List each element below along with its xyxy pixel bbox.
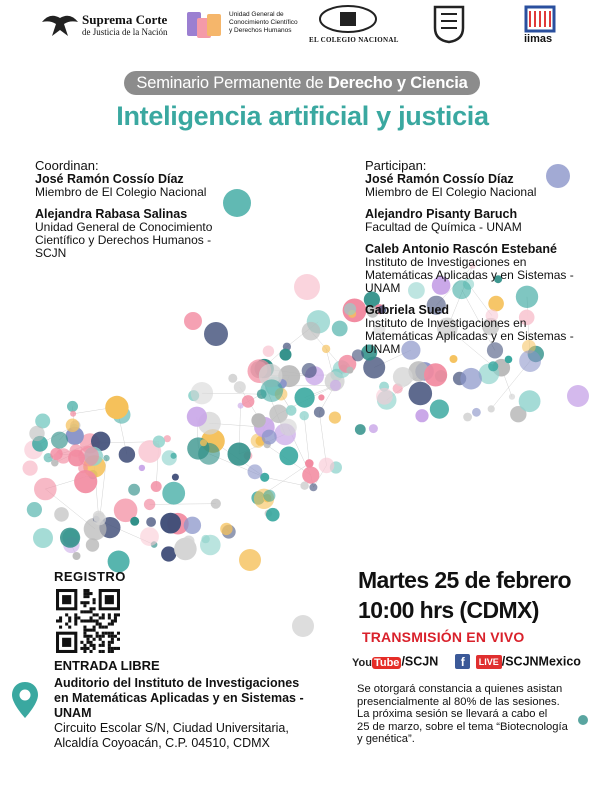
network-dot <box>200 535 221 556</box>
network-dot <box>119 446 135 462</box>
coordinan-section <box>35 159 212 260</box>
network-dot <box>488 405 495 412</box>
network-dot <box>144 499 155 510</box>
network-dot <box>305 459 314 468</box>
coordinator-affiliation: SCJN <box>35 246 67 260</box>
coordinator-affiliation: Unidad General de Conocimiento <box>35 220 213 234</box>
event-date-block <box>358 565 571 625</box>
participan-section <box>365 159 574 356</box>
network-dot <box>33 528 53 548</box>
network-dot <box>330 380 341 391</box>
network-dot <box>463 413 472 422</box>
network-dot <box>103 455 109 461</box>
live-badge: LIVE <box>476 655 502 669</box>
network-dot <box>460 368 482 390</box>
network-dot <box>319 458 335 474</box>
network-dot <box>509 394 515 400</box>
network-dot <box>128 484 140 496</box>
network-dot <box>567 385 589 407</box>
participant-name: José Ramón Cossío Díaz <box>365 172 514 186</box>
network-dot <box>23 461 38 476</box>
venue-block <box>54 676 314 751</box>
network-dot <box>280 349 292 361</box>
venue-address: Circuito Escolar S/N, Ciudad Universitaria, <box>54 721 289 735</box>
network-dot <box>260 379 283 402</box>
participant-affiliation: Instituto de Investigaciones en <box>365 316 527 330</box>
network-dot <box>578 715 588 725</box>
network-dot <box>263 490 275 502</box>
network-dot <box>187 407 207 427</box>
network-dot <box>228 443 251 466</box>
network-dot <box>352 349 364 361</box>
network-dot <box>171 453 177 459</box>
facebook-handle[interactable]: /SCJNMexico <box>501 654 581 669</box>
network-dot <box>200 439 207 446</box>
live-stream-label: TRANSMISIÓN EN VIVO <box>362 629 525 645</box>
participan-label: Participan: <box>365 158 427 173</box>
network-dot <box>488 361 498 371</box>
network-dot <box>393 367 413 387</box>
network-dot <box>50 448 62 460</box>
network-dot <box>161 546 176 561</box>
network-dot <box>430 400 449 419</box>
network-dot <box>223 189 251 217</box>
network-dot <box>242 395 255 408</box>
network-dot <box>73 552 81 560</box>
network-dot <box>302 467 319 484</box>
network-dot <box>318 394 324 400</box>
network-dot <box>450 355 458 363</box>
network-dot <box>292 615 314 637</box>
network-dot <box>424 363 447 386</box>
participant-name: Alejandro Pisanty Baruch <box>365 207 518 221</box>
network-dot <box>234 381 246 393</box>
network-dot <box>191 382 213 404</box>
network-dot <box>263 346 274 357</box>
event-date: Martes 25 de febrero <box>358 567 571 593</box>
network-dot <box>198 443 220 465</box>
network-dot <box>409 382 433 406</box>
network-dot <box>172 474 179 481</box>
youtube-handle[interactable]: /SCJN <box>401 654 439 669</box>
attendance-note: Se otorgará constancia a quienes asistan presencialmente al 80% de las sesiones. La próxima sesión se llevará a cabo el 25 de marzo, sobre el tema “Biotecnología y genética”. <box>357 683 568 745</box>
participant-affiliation: Matemáticas Aplicadas y en Sistemas - <box>365 268 574 282</box>
coordinator-affiliation: Miembro de El Colegio Nacional <box>35 185 207 199</box>
venue-name: en Matemáticas Aplicadas y en Sistemas - <box>54 691 304 705</box>
network-dot <box>70 411 76 417</box>
network-dot <box>51 432 68 449</box>
network-dot <box>300 411 309 420</box>
network-dot <box>472 408 481 417</box>
network-dot <box>309 483 317 491</box>
network-dot <box>60 528 80 548</box>
network-dot <box>54 507 69 522</box>
network-dot <box>248 464 263 479</box>
network-dot <box>140 527 159 546</box>
participant-name: Gabriela Sued <box>365 303 450 317</box>
event-time: 10:00 hrs (CDMX) <box>358 597 539 623</box>
banner-prefix: Seminario Permanente de <box>136 74 328 92</box>
network-dot <box>228 374 237 383</box>
network-dot <box>279 447 298 466</box>
network-dot <box>105 396 128 419</box>
network-dot <box>266 508 280 522</box>
network-dot <box>332 321 348 337</box>
network-dot <box>300 482 308 490</box>
network-dot <box>139 465 145 471</box>
network-dot <box>239 549 261 571</box>
network-dot <box>294 274 320 300</box>
participant-affiliation: UNAM <box>365 342 401 356</box>
scjn-logo-line2: de Justicia de la Nación <box>82 27 168 37</box>
network-dot <box>130 517 139 526</box>
network-dot <box>67 401 78 412</box>
network-dot <box>302 363 317 378</box>
network-dot <box>251 413 265 427</box>
network-dot <box>344 303 356 315</box>
network-dot <box>174 538 197 561</box>
network-dot <box>74 470 97 493</box>
network-dot <box>184 312 202 330</box>
network-dot <box>204 322 228 346</box>
network-dot <box>220 523 232 535</box>
network-dot <box>505 356 513 364</box>
network-dot <box>369 424 378 433</box>
network-dot <box>280 419 297 436</box>
entrada-libre-label: ENTRADA LIBRE <box>54 658 160 673</box>
network-dot <box>302 322 321 341</box>
participant-affiliation: Instituto de Investigaciones en <box>365 255 527 269</box>
location-pin-icon <box>10 680 40 720</box>
network-dot <box>86 538 99 551</box>
network-dot <box>34 478 57 501</box>
participant-affiliation: Matemáticas Aplicadas y en Sistemas - <box>365 329 574 343</box>
coordinator-name: Alejandra Rabasa Salinas <box>35 207 188 221</box>
facebook-icon[interactable]: f <box>455 654 470 669</box>
social-links <box>352 654 581 669</box>
venue-address: Alcaldía Coyoacán, C.P. 04510, CDMX <box>54 736 270 750</box>
coordinan-label: Coordinan: <box>35 158 99 173</box>
network-dot <box>415 409 428 422</box>
network-dot <box>314 407 325 418</box>
page-title: Inteligencia artificial y justicia <box>116 101 489 131</box>
participant-name: Caleb Antonio Rascón Estebané <box>365 242 557 256</box>
network-dot <box>329 412 341 424</box>
registro-label: REGISTRO <box>54 569 126 584</box>
network-dot <box>29 426 44 441</box>
registration-qr-code[interactable] <box>56 589 120 653</box>
network-dot <box>151 481 162 492</box>
network-dot <box>27 502 42 517</box>
network-dot <box>66 419 80 433</box>
network-dot <box>286 405 297 416</box>
colegio-nacional-logo-text: EL COLEGIO NACIONAL <box>309 36 399 44</box>
ug-logo-text: Unidad General de Conocimiento Científico y Derechos Humanos <box>229 11 298 34</box>
participant-affiliation: Miembro de El Colegio Nacional <box>365 185 537 199</box>
scjn-logo-line1: Suprema Corte <box>82 12 168 27</box>
network-dot <box>78 446 99 467</box>
venue-name: Auditorio del Instituto de Investigaciones <box>54 676 300 690</box>
network-dot <box>153 436 165 448</box>
network-dot <box>355 424 366 435</box>
network-dot <box>376 388 393 405</box>
network-dot <box>160 513 181 534</box>
network-dot <box>162 482 185 505</box>
network-dot <box>146 517 156 527</box>
participant-affiliation: UNAM <box>365 281 401 295</box>
coordinator-name: José Ramón Cossío Díaz <box>35 172 184 186</box>
network-dot <box>262 430 277 445</box>
network-dot <box>346 367 353 374</box>
network-dot <box>184 517 201 534</box>
network-dot <box>93 511 105 523</box>
network-dot <box>322 345 330 353</box>
iimas-logo-text: iimas <box>524 33 553 45</box>
network-dot <box>211 499 221 509</box>
participant-affiliation: Facultad de Química - UNAM <box>365 220 522 234</box>
venue-name: UNAM <box>54 706 92 720</box>
youtube-logo[interactable]: You Tube <box>352 656 400 669</box>
network-dot <box>295 388 315 408</box>
banner-bold: Derecho y Ciencia <box>327 74 468 92</box>
network-dot <box>519 390 541 412</box>
coordinator-affiliation: Científico y Derechos Humanos - <box>35 233 212 247</box>
